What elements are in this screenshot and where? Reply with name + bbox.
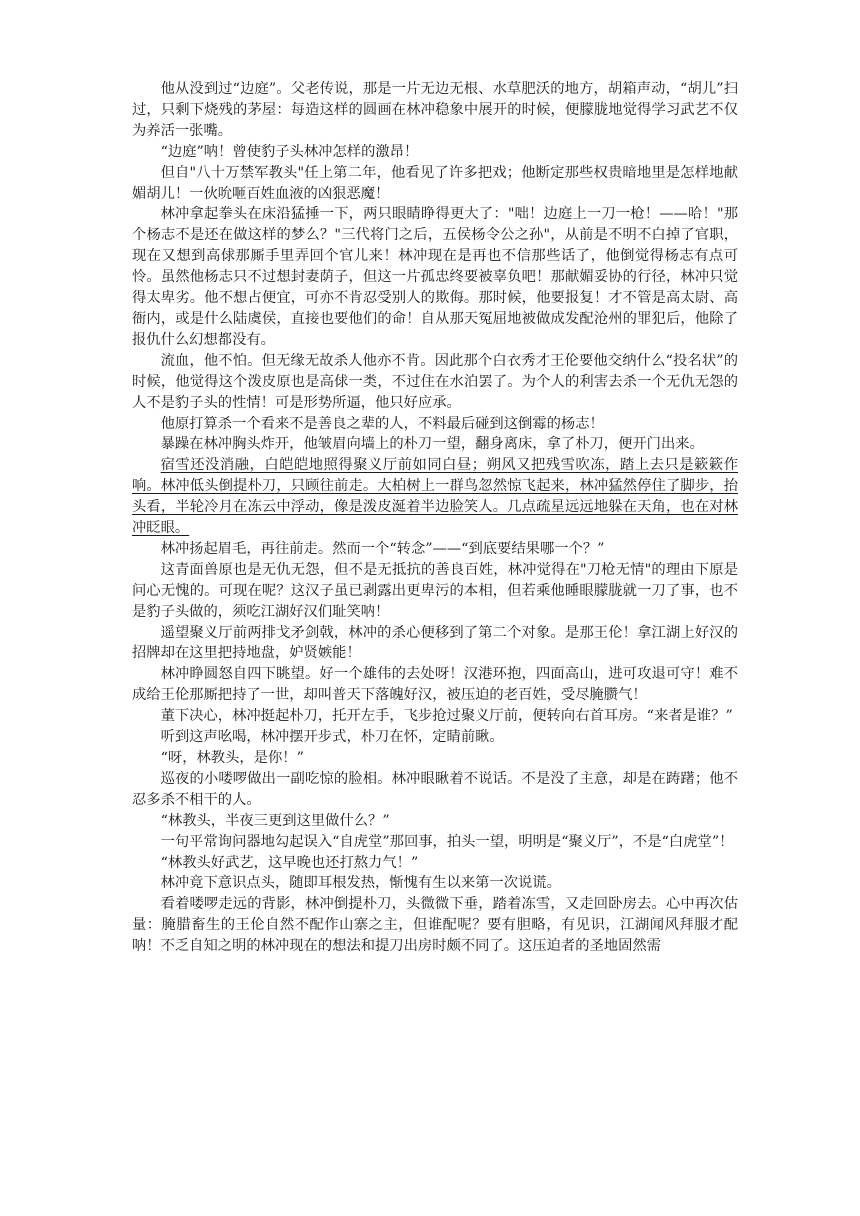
paragraph: 林冲拿起拳头在床沿猛捶一下，两只眼睛睁得更大了："咄！边庭上一刀一枪！——哈！"那个杨志不是还在做这样的梦么？"三代将门之后，五侯杨令公之孙"，从前是不明不白掉了官职，现在又想到高俅那厮手里弄回个官儿来！林冲现在是再也不信那些话了，他倒觉得杨志有点可怜。虽然他杨志只不过想封妻荫子，但这一片孤忠终要被辜负吧！那献媚妥协的行径，林冲只觉得太卑劣。他不想占便宜，可亦不肯忍受别人的欺侮。那时候，他要报复！才不管是高太尉、高衙内，或是什么陆虞侯，直接也要他们的命！自从那天冤屈地被做成发配沧州的罪犯后，他除了报仇什么幻想都没有。 (132, 206, 738, 348)
paragraph: 他原打算杀一个看来不是善良之辈的人，不料最后碰到这倒霉的杨志！ (160, 415, 604, 432)
paragraph: 遥望聚义厅前两排戈矛剑戟，林冲的杀心便移到了第二个对象。是那王伦！拿江湖上好汉的招牌却在这里把持地盘，妒贤嫉能！ (132, 624, 738, 662)
paragraph: 看着喽啰走远的背影，林冲倒提朴刀，头微微下垂，踏着冻雪，又走回卧房去。心中再次估量：腌腊畜生的王伦自然不配作山寨之主，但谁配呢？要有胆略，有见识，江湖闻风拜服才配呐！不乏自知之明的林冲现在的想法和提刀出房时颇不同了。这压迫者的圣地固然需 (132, 896, 738, 955)
underlined-paragraph (132, 455, 738, 539)
paragraph: 林冲竟下意识点头，随即耳根发热，惭愧有生以来第一次说谎。 (160, 875, 561, 892)
paragraph: “林教头，半夜三更到这里做什么？” (160, 812, 390, 829)
paragraph: 一句平常询问器地勾起误入“自虎堂”那回事，拍头一望，明明是“聚义厅”，不是“白虎堂”！ (160, 833, 734, 850)
paragraph: 他从没到过“边庭”。父老传说，那是一片无边无根、水草肥沃的地方，胡箱声动，“胡儿”扫过，只剩下烧残的茅屋：每造这样的圆画在林冲稳象中展开的时候，便朦胧地觉得学习武艺不仅为养活一张嘴。 (132, 81, 738, 139)
paragraph: 董下决心，林冲挺起朴刀，托开左手，飞步抢过聚义厅前，便转向右首耳房。“来者是谁？” (160, 708, 733, 725)
paragraph: “边庭”呐！曾使豹子头林冲怎样的激昂！ (160, 143, 419, 160)
paragraph: “林教头好武艺，这早晚也还打熬力气！” (160, 854, 419, 871)
paragraph: 暴躁在林冲胸头炸开，他皱眉向墙上的朴刀一望，翻身离床，拿了朴刀，便开门出来。 (160, 436, 704, 453)
article-body (132, 79, 738, 957)
paragraph: 这青面兽原也是无仇无怨，但不是无抵抗的善良百姓，林冲觉得在"刀枪无情"的理由下原是问心无愧的。可现在呢？这汉子虽已剥露出更卑污的本相，但若乘他睡眼朦胧就一刀了事，也不是豹子头做的，须吃江湖好汉们耻笑呐！ (132, 561, 738, 620)
paragraph: 但自"八十万禁军教头"任上第二年，他看见了许多把戏；他断定那些权贵暗地里是怎样地献媚胡儿！一伙吮咂百姓血液的凶狠恶魔！ (132, 164, 738, 202)
paragraph: 林冲睁圆怒自四下眺望。好一个雄伟的去处呀！汉港环抱，四面高山，进可攻退可守！难不成给王伦那厮把持了一世，却叫普天下落魄好汉，被压迫的老百姓，受尽腌臜气！ (132, 666, 738, 704)
paragraph: 巡夜的小喽啰做出一副吃惊的脸相。林冲眼瞅着不说话。不是没了主意，却是在踌躇；他不忍多杀不相干的人。 (132, 770, 738, 808)
paragraph: 林冲扬起眉毛，再往前走。然而一个“转念”——“到底要结果哪一个？” (160, 540, 605, 557)
paragraph: 听到这声吆喝，林冲摆开步式，朴刀在怀，定睛前瞅。 (160, 729, 504, 746)
paragraph: 流血，他不怕。但无缘无故杀人他亦不肯。因此那个白衣秀才王伦要他交纳什么“投名状”的时候，他觉得这个泼皮原也是高俅一类，不过住在水泊罢了。为个人的利害去杀一个无仇无怨的人不是豹子头的性情！可是形势所逼，他只好应承。 (132, 352, 738, 411)
paragraph: “呀，林教头，是你！” (160, 750, 304, 766)
underlined-text: 宿雪还没消融，白皑皑地照得聚义厅前如同白昼；朔风又把残雪吹冻，踏上去只是簌簌作响。林冲低头倒提朴刀，只顾往前走。大柏树上一群鸟忽然惊飞起来，林冲猛然停住了脚步，抬头看，半轮冷月在冻云中浮动，像是泼皮涎着半边脸笑人。几点疏星远远地躲在天角，也在对林冲眨眼。 (132, 457, 738, 537)
